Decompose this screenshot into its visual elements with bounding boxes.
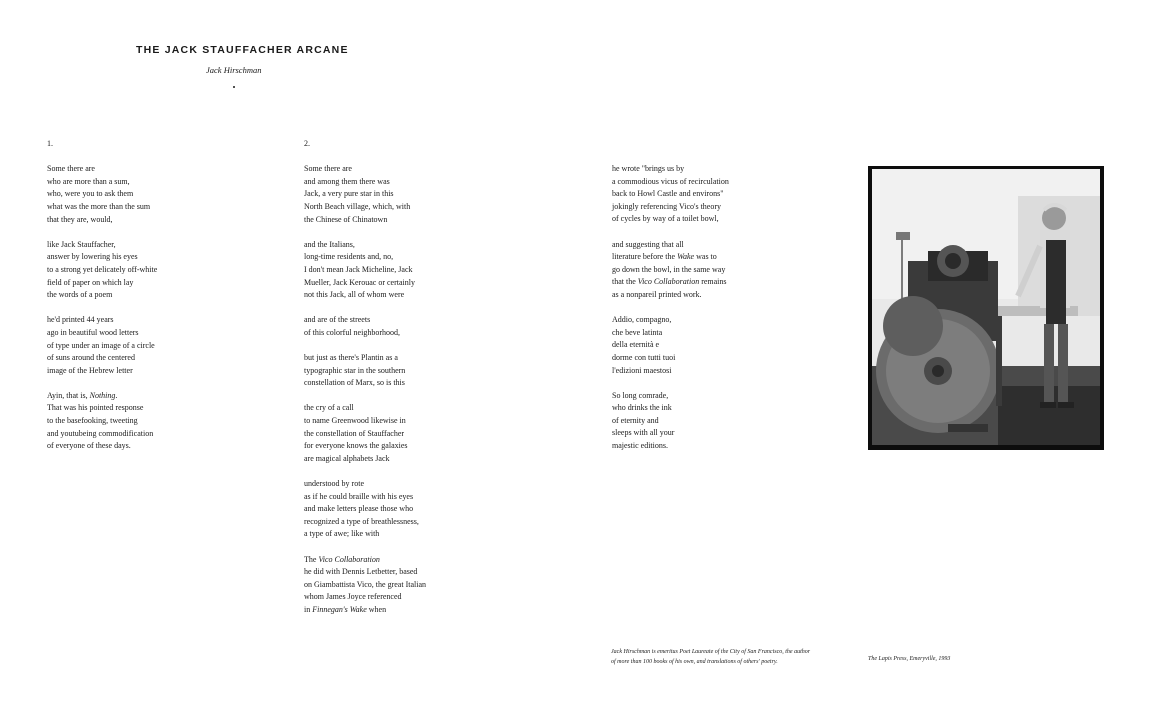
poem-line: of eternity and <box>612 415 659 425</box>
poem-line: literature before the Wake was to <box>612 252 717 262</box>
poem-line: typographic star in the southern <box>304 365 406 375</box>
stanza <box>47 314 247 377</box>
poem-line: della eternità e <box>612 340 660 350</box>
poem-line: the Chinese of Chinatown <box>304 214 388 224</box>
poem-line: to the basefooking, tweeting <box>47 416 138 426</box>
stanza <box>304 554 504 617</box>
poem-line: The Vico Collaboration <box>304 554 380 564</box>
section-numeral: 2. <box>304 139 310 148</box>
poem-line: the constellation of Stauffacher <box>304 428 405 438</box>
stanza <box>612 163 812 226</box>
poem-line: of cycles by way of a toilet bowl, <box>612 214 719 224</box>
poem-line: of everyone of these days. <box>47 441 131 451</box>
poem-line: he did with Dennis Letbetter, based <box>304 567 418 577</box>
poem-line: understood by rote <box>304 479 364 489</box>
poem-line: who drinks the ink <box>612 403 672 413</box>
poem-line: I don't mean Jack Micheline, Jack <box>304 264 413 274</box>
poem-line: and are of the streets <box>304 315 371 325</box>
poem-line: who are more than a sum, <box>47 176 130 186</box>
poem-line: Jack, a very pure star in this <box>304 189 394 199</box>
poem-line: a commodious vicus of recirculation <box>612 176 729 186</box>
poem-section-1 <box>47 138 247 465</box>
poem-line: to name Greenwood likewise in <box>304 416 406 426</box>
stanza <box>304 314 504 339</box>
poem-line: Some there are <box>47 164 95 174</box>
poem-line: the words of a poem <box>47 290 113 300</box>
ornament-dot <box>233 86 235 88</box>
poem-line: That was his pointed response <box>47 403 144 413</box>
stanza-list <box>612 163 812 453</box>
stanza-list <box>47 163 247 453</box>
poem-line: Ayin, that is, Nothing. <box>47 390 118 400</box>
stanza-list <box>304 163 504 616</box>
poem-line: for everyone knows the galaxies <box>304 441 408 451</box>
poem-line: dorme con tutti tuoi <box>612 352 676 362</box>
poem-author: Jack Hirschman <box>206 65 262 75</box>
poem-line: in Finnegan's Wake when <box>304 604 387 614</box>
stanza <box>304 163 504 226</box>
poem-line: are magical alphabets Jack <box>304 453 390 463</box>
poem-line: l'edizioni maestosi <box>612 365 672 375</box>
poem-line: Some there are <box>304 164 352 174</box>
poem-line: go down the bowl, in the same way <box>612 264 726 274</box>
poem-line: that the Vico Collaboration remains <box>612 277 727 287</box>
publisher-imprint: The Lapis Press, Emeryville, 1993 <box>868 656 951 662</box>
poem-line: and among them there was <box>304 176 390 186</box>
poem-line: constellation of Marx, so is this <box>304 378 405 388</box>
poem-line: So long comrade, <box>612 390 669 400</box>
poem-line: Mueller, Jack Kerouac or certainly <box>304 277 415 287</box>
poem-line: of type under an image of a circle <box>47 340 155 350</box>
poem-line: and suggesting that all <box>612 239 684 249</box>
poem-line: as a nonpareil printed work. <box>612 289 702 299</box>
poem-title: THE JACK STAUFFACHER ARCANE <box>136 44 349 56</box>
printer-photo <box>868 166 1104 450</box>
bio-line: Jack Hirschman is emeritus Poet Laureate of the City of San Francisco, the author <box>611 649 811 655</box>
poem-section-2-continued <box>612 163 812 465</box>
poem-line: on Giambattista Vico, the great Italian <box>304 579 426 589</box>
poem-line: jokingly referencing Vico's theory <box>612 201 722 211</box>
poem-line: what was the more than the sum <box>47 201 151 211</box>
poem-line: and youtubeing commodification <box>47 428 154 438</box>
poem-line: back to Howl Castle and environs" <box>612 189 724 199</box>
poem-line: sleeps with all your <box>612 428 675 438</box>
poem-line: long-time residents and, no, <box>304 252 394 262</box>
poem-line: North Beach village, which, with <box>304 201 411 211</box>
poem-line: image of the Hebrew letter <box>47 365 133 375</box>
poem-line: majestic editions. <box>612 441 668 451</box>
poem-line: but just as there's Plantin as a <box>304 353 398 363</box>
photo-illustration <box>868 166 1104 450</box>
bio-line: of more than 100 books of his own, and translations of others' poetry. <box>611 659 778 665</box>
poem-line: whom James Joyce referenced <box>304 592 402 602</box>
poem-line: a type of awe; like with <box>304 529 380 539</box>
poem-line: the cry of a call <box>304 403 354 413</box>
poem-line: that they are, would, <box>47 214 113 224</box>
poem-line: of suns around the centered <box>47 353 135 363</box>
stanza <box>612 390 812 453</box>
author-bio <box>611 647 810 667</box>
stanza <box>304 352 504 390</box>
poem-line: che beve latinta <box>612 327 663 337</box>
poem-line: of this colorful neighborhood, <box>304 327 400 337</box>
poem-line: answer by lowering his eyes <box>47 252 138 262</box>
stanza <box>612 239 812 302</box>
poem-line: recognized a type of breathlessness, <box>304 516 419 526</box>
stanza <box>304 239 504 302</box>
poem-line: Addio, compagno, <box>612 315 672 325</box>
section-numeral: 1. <box>47 139 53 148</box>
stanza <box>47 163 247 226</box>
poem-line: not this Jack, all of whom were <box>304 290 405 300</box>
stanza <box>304 402 504 465</box>
poem-line: who, were you to ask them <box>47 189 134 199</box>
poem-line: to a strong yet delicately off-white <box>47 264 158 274</box>
poem-line: and make letters please those who <box>304 504 414 514</box>
poem-line: as if he could braille with his eyes <box>304 491 414 501</box>
poem-line: and the Italians, <box>304 239 355 249</box>
poem-section-2 <box>304 138 504 629</box>
poem-line: ago in beautiful wood letters <box>47 327 139 337</box>
poem-line: he wrote "brings us by <box>612 164 685 173</box>
stanza <box>47 239 247 302</box>
poem-line: he'd printed 44 years <box>47 315 114 325</box>
poem-line: field of paper on which lay <box>47 277 134 287</box>
stanza <box>47 390 247 453</box>
stanza <box>304 478 504 541</box>
poem-line: like Jack Stauffacher, <box>47 239 116 249</box>
stanza <box>612 314 812 377</box>
